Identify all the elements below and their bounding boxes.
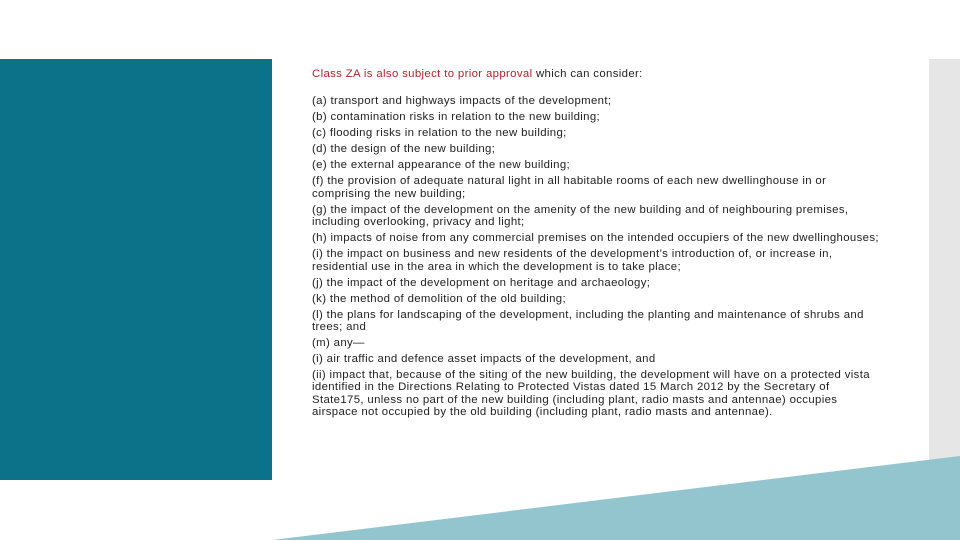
- list-item-l: (l) the plans for landscaping of the development, including the planting and maintenance of shrubs and trees; and: [312, 308, 864, 334]
- list-item-f: (f) the provision of adequate natural light in all habitable rooms of each new dwellinghouse in or comprising the new building;: [312, 175, 827, 200]
- list-item-m-ii: (ii) impact that, because of the siting of the new building, the development will have on a protected vista identified in the Directions Relating to Protected Vistas dated 15 March 2012 by the Secretary of State175, unless no part of the new building (including plant, radio masts and antennae) occupies airspace not occupied by the old building (including plant, radio masts and antennae).: [312, 369, 870, 419]
- list-item-g: (g) the impact of the development on the amenity of the new building and of neighbouring premises, including overlooking, privacy and light;: [312, 203, 849, 229]
- list-item-b: (b) contamination risks in relation to the new building;: [312, 111, 601, 124]
- list-item-e: (e) the external appearance of the new building;: [312, 159, 571, 172]
- item-list: [312, 95, 882, 418]
- list-item-d: (d) the design of the new building;: [312, 143, 496, 156]
- intro-highlight: Class ZA is also subject to prior approval: [312, 68, 533, 80]
- list-item-m-i: (i) air traffic and defence asset impacts of the development, and: [312, 353, 656, 366]
- list-item-i: (i) the impact on business and new residents of the development’s introduction of, or increase in, residential use in the area in which the development is to take place;: [312, 248, 833, 273]
- list-item-a: (a) transport and highways impacts of the development;: [312, 95, 612, 108]
- text-content: [312, 66, 882, 422]
- intro-line: [312, 66, 882, 80]
- list-item-m: (m) any—: [312, 337, 365, 350]
- intro-rest: which can consider:: [532, 68, 643, 80]
- list-item-h: (h) impacts of noise from any commercial premises on the intended occupiers of the new dwellinghouses;: [312, 232, 879, 245]
- list-item-j: (j) the impact of the development on heritage and archaeology;: [312, 276, 651, 289]
- bottom-wedge-polygon: [272, 456, 960, 540]
- list-item-k: (k) the method of demolition of the old building;: [312, 292, 566, 305]
- list-item-c: (c) flooding risks in relation to the new building;: [312, 127, 567, 140]
